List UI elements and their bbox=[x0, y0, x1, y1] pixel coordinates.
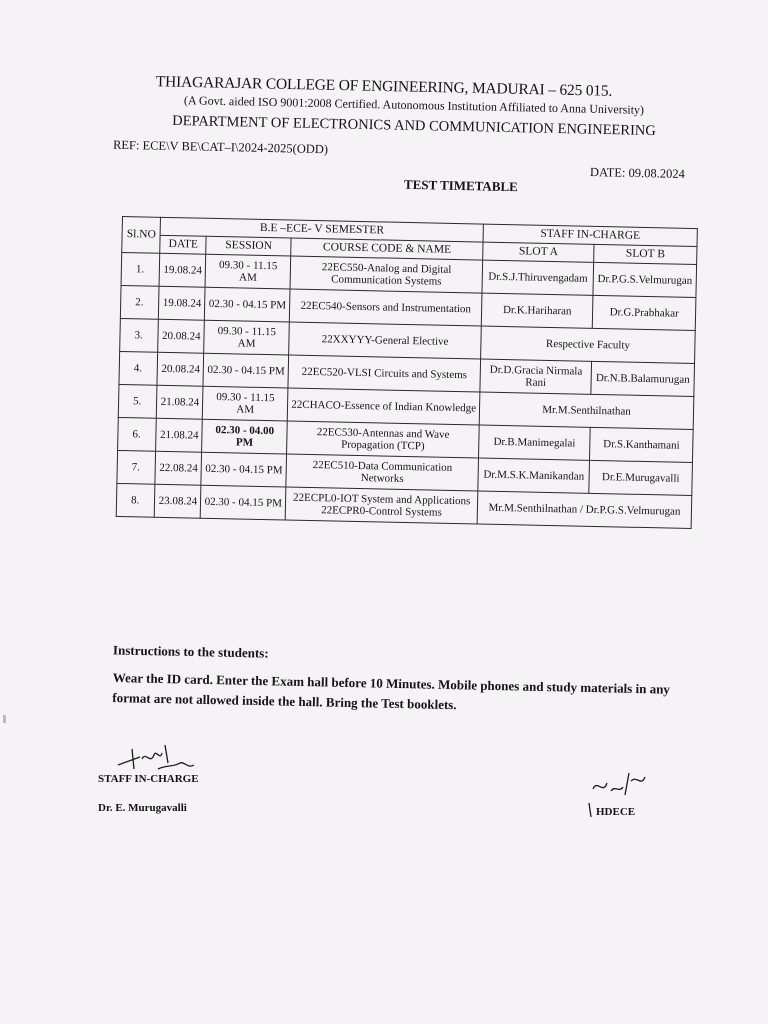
hod-label: HDECE bbox=[596, 806, 636, 818]
row-staff-merged: Mr.M.Senthilnathan / Dr.P.G.S.Velmurugan bbox=[477, 491, 692, 528]
row-staff-merged: Mr.M.Senthilnathan bbox=[479, 392, 694, 429]
row-slno: 6. bbox=[118, 418, 157, 452]
header-semester: B.E –ECE- V SEMESTER bbox=[160, 217, 483, 242]
row-course: 22EC550-Analog and Digital Communication Systems bbox=[290, 256, 483, 293]
row-course: 22CHACO-Essence of Indian Knowledge bbox=[287, 388, 480, 425]
row-session: 09.30 - 11.15 AM bbox=[205, 255, 291, 290]
row-slno: 4. bbox=[119, 352, 158, 386]
staff-in-charge-label: STAFF IN-CHARGE bbox=[98, 773, 199, 785]
department-name: DEPARTMENT OF ELECTRONICS AND COMMUNICATION ENGINEERING bbox=[172, 112, 656, 140]
row-course: 22EC520-VLSI Circuits and Systems bbox=[288, 355, 481, 392]
row-slno: 8. bbox=[116, 484, 155, 518]
document-date: DATE: 09.08.2024 bbox=[589, 165, 685, 181]
row-date: 20.08.24 bbox=[158, 320, 205, 354]
college-affiliation: (A Govt. aided ISO 9001:2008 Certified. Autonomous Institution Affiliated to Anna University) bbox=[183, 93, 645, 117]
row-slno: 1. bbox=[121, 253, 160, 287]
header-session: SESSION bbox=[206, 236, 291, 256]
header-date: DATE bbox=[160, 236, 206, 255]
row-course: 22XXYYY-General Elective bbox=[289, 322, 482, 359]
row-slno: 3. bbox=[120, 319, 159, 353]
row-session: 02.30 - 04.15 PM bbox=[205, 288, 291, 323]
timetable bbox=[116, 216, 698, 529]
row-course: 22EC510-Data Communication Networks bbox=[286, 454, 479, 491]
row-date: 23.08.24 bbox=[155, 485, 202, 519]
row-slot-a: Dr.S.J.Thiruvengadam bbox=[482, 261, 594, 296]
row-course: 22EC530-Antennas and Wave Propagation (TCP) bbox=[287, 421, 480, 458]
header-slot-b: SLOT B bbox=[594, 245, 697, 265]
reference-number: REF: ECE\V BE\CAT–I\2024-2025(ODD) bbox=[112, 137, 329, 157]
row-slot-b: Dr.P.G.S.Velmurugan bbox=[593, 263, 696, 298]
row-slno: 7. bbox=[117, 451, 156, 485]
row-date: 19.08.24 bbox=[159, 287, 206, 321]
header-slot-a: SLOT A bbox=[483, 242, 594, 263]
instructions-heading: Instructions to the students: bbox=[112, 642, 269, 661]
row-slno: 2. bbox=[120, 286, 159, 320]
row-slot-a: Dr.D.Gracia Nirmala Rani bbox=[480, 359, 592, 394]
row-slot-b: Dr.S.Kanthamani bbox=[590, 428, 693, 463]
row-slot-b: Dr.E.Murugavalli bbox=[589, 461, 692, 496]
staff-name: Dr. E. Murugavalli bbox=[98, 802, 187, 814]
row-session: 09.30 - 11.15 AM bbox=[204, 321, 290, 356]
row-date: 20.08.24 bbox=[157, 353, 204, 387]
header-staff-in-charge: STAFF IN-CHARGE bbox=[483, 224, 697, 247]
header-course: COURSE CODE & NAME bbox=[291, 238, 483, 260]
row-session: 02.30 - 04.15 PM bbox=[203, 354, 289, 389]
row-staff-merged: Respective Faculty bbox=[481, 326, 696, 363]
college-name: THIAGARAJAR COLLEGE OF ENGINEERING, MADURAI – 625 015. bbox=[155, 73, 613, 100]
scan-mark bbox=[3, 715, 6, 723]
instructions-text: Wear the ID card. Enter the Exam hall before 10 Minutes. Mobile phones and study materials in any format are not allowed inside the hall. Bring the Test booklets. bbox=[112, 669, 671, 713]
row-slno: 5. bbox=[118, 385, 157, 419]
row-date: 19.08.24 bbox=[159, 254, 206, 288]
page-title: TEST TIMETABLE bbox=[403, 176, 518, 195]
row-course: 22EC540-Sensors and Instrumentation bbox=[289, 289, 482, 326]
row-slot-a: Dr.M.S.K.Manikandan bbox=[478, 458, 590, 493]
row-course: 22ECPL0-IOT System and Applications 22ECPR0-Control Systems bbox=[285, 487, 478, 524]
row-slot-a: Dr.K.Hariharan bbox=[481, 293, 593, 328]
row-slot-b: Dr.N.B.Balamurugan bbox=[591, 362, 694, 397]
row-session: 09.30 - 11.15 AM bbox=[203, 387, 289, 422]
row-session: 02.30 - 04.15 PM bbox=[201, 486, 287, 521]
row-date: 22.08.24 bbox=[155, 452, 202, 486]
header-slno: Sl.NO bbox=[122, 217, 161, 254]
row-date: 21.08.24 bbox=[157, 386, 204, 420]
row-session: 02.30 - 04.00 PM bbox=[202, 420, 288, 455]
row-session: 02.30 - 04.15 PM bbox=[201, 453, 287, 488]
row-date: 21.08.24 bbox=[156, 419, 203, 453]
row-slot-b: Dr.G.Prabhakar bbox=[592, 296, 695, 331]
row-slot-a: Dr.B.Manimegalai bbox=[479, 425, 591, 460]
